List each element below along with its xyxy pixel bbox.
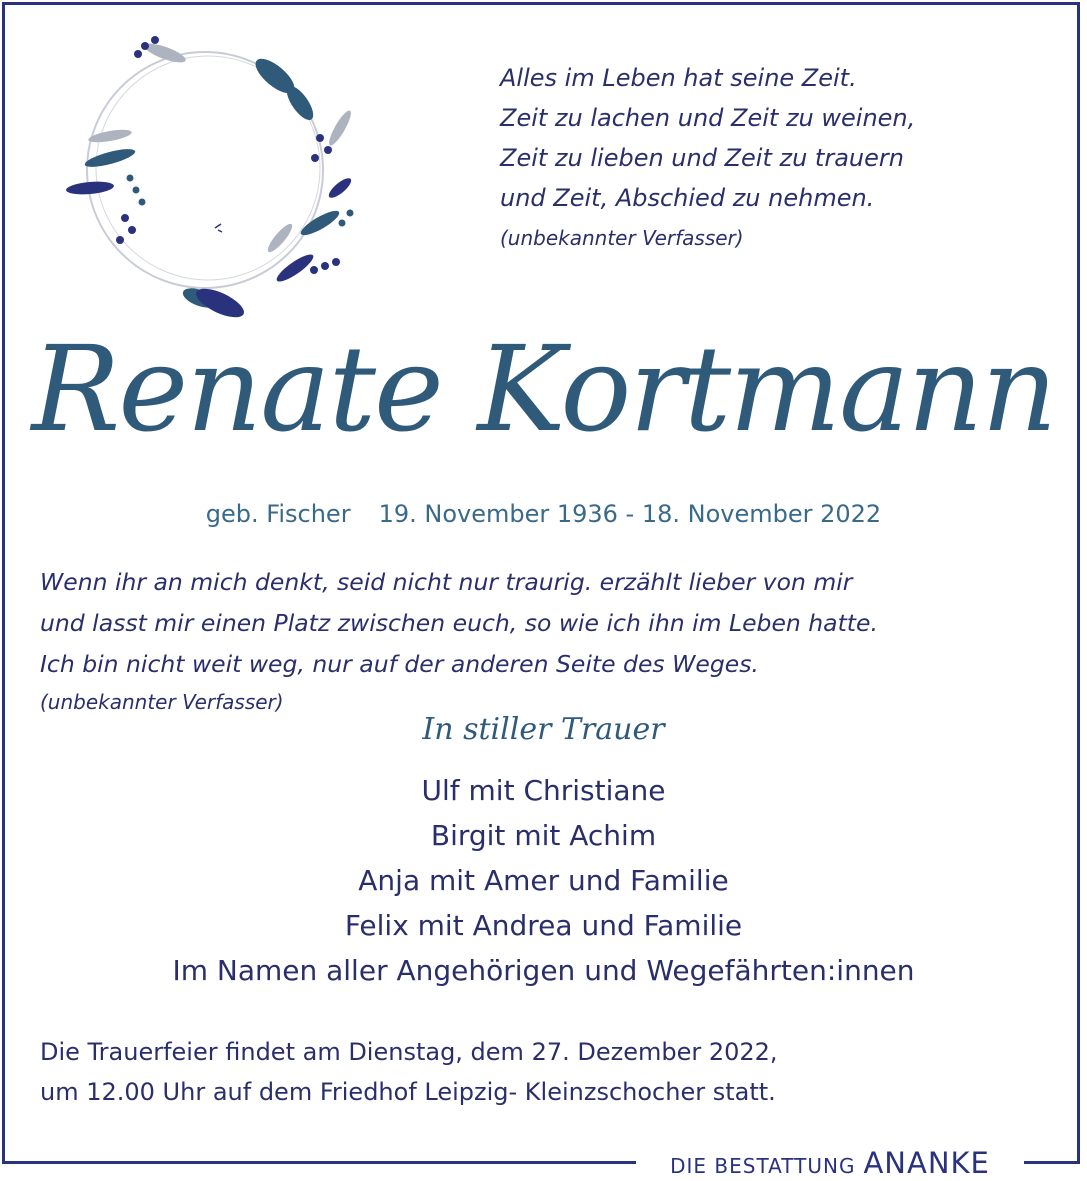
mourner: Ulf mit Christiane [421, 774, 666, 807]
footer-prefix: DIE BESTATTUNG [670, 1154, 856, 1178]
quote-author: (unbekannter Verfasser) [40, 690, 284, 714]
mourning-heading: In stiller Trauer [422, 712, 665, 747]
mourners-list [0, 768, 1087, 993]
quote-line: Ich bin nicht weit weg, nur auf der anderen Seite des Weges. [40, 650, 759, 678]
mourner: Birgit mit Achim [430, 819, 657, 852]
quote-line: Wenn ihr an mich denkt, seid nicht nur traurig. erzählt lieber von mir [40, 568, 853, 596]
floral-wreath-image [50, 18, 365, 323]
poem [500, 58, 915, 258]
mourner: Felix mit Andrea und Familie [344, 909, 743, 942]
ceremony-info [40, 1032, 778, 1112]
quote [40, 562, 878, 719]
quote-line: und lasst mir einen Platz zwischen euch, so wie ich ihn im Leben hatte. [40, 609, 878, 637]
poem-line: und Zeit, Abschied zu nehmen. [500, 184, 875, 212]
poem-line: Alles im Leben hat seine Zeit. [500, 64, 857, 92]
deceased-name: Renate Kortmann [31, 320, 1056, 458]
footer-brand: ANANKE [863, 1146, 990, 1180]
poem-line: Zeit zu lachen und Zeit zu weinen, [500, 104, 916, 132]
ceremony-line: um 12.00 Uhr auf dem Friedhof Leipzig- Kleinzschocher statt. [40, 1078, 776, 1106]
birth-name: geb. Fischer [205, 500, 351, 528]
birth-death-dates: 19. November 1936 - 18. November 2022 [378, 500, 882, 528]
funeral-home-logo [636, 1146, 1024, 1180]
mourner: Anja mit Amer und Familie [358, 864, 729, 897]
life-dates [0, 500, 1087, 528]
ceremony-line: Die Trauerfeier findet am Dienstag, dem 27. Dezember 2022, [40, 1038, 778, 1066]
poem-author: (unbekannter Verfasser) [500, 226, 744, 250]
mourner: Im Namen aller Angehörigen und Wegefährten:innen [172, 954, 915, 987]
poem-line: Zeit zu lieben und Zeit zu trauern [500, 144, 904, 172]
